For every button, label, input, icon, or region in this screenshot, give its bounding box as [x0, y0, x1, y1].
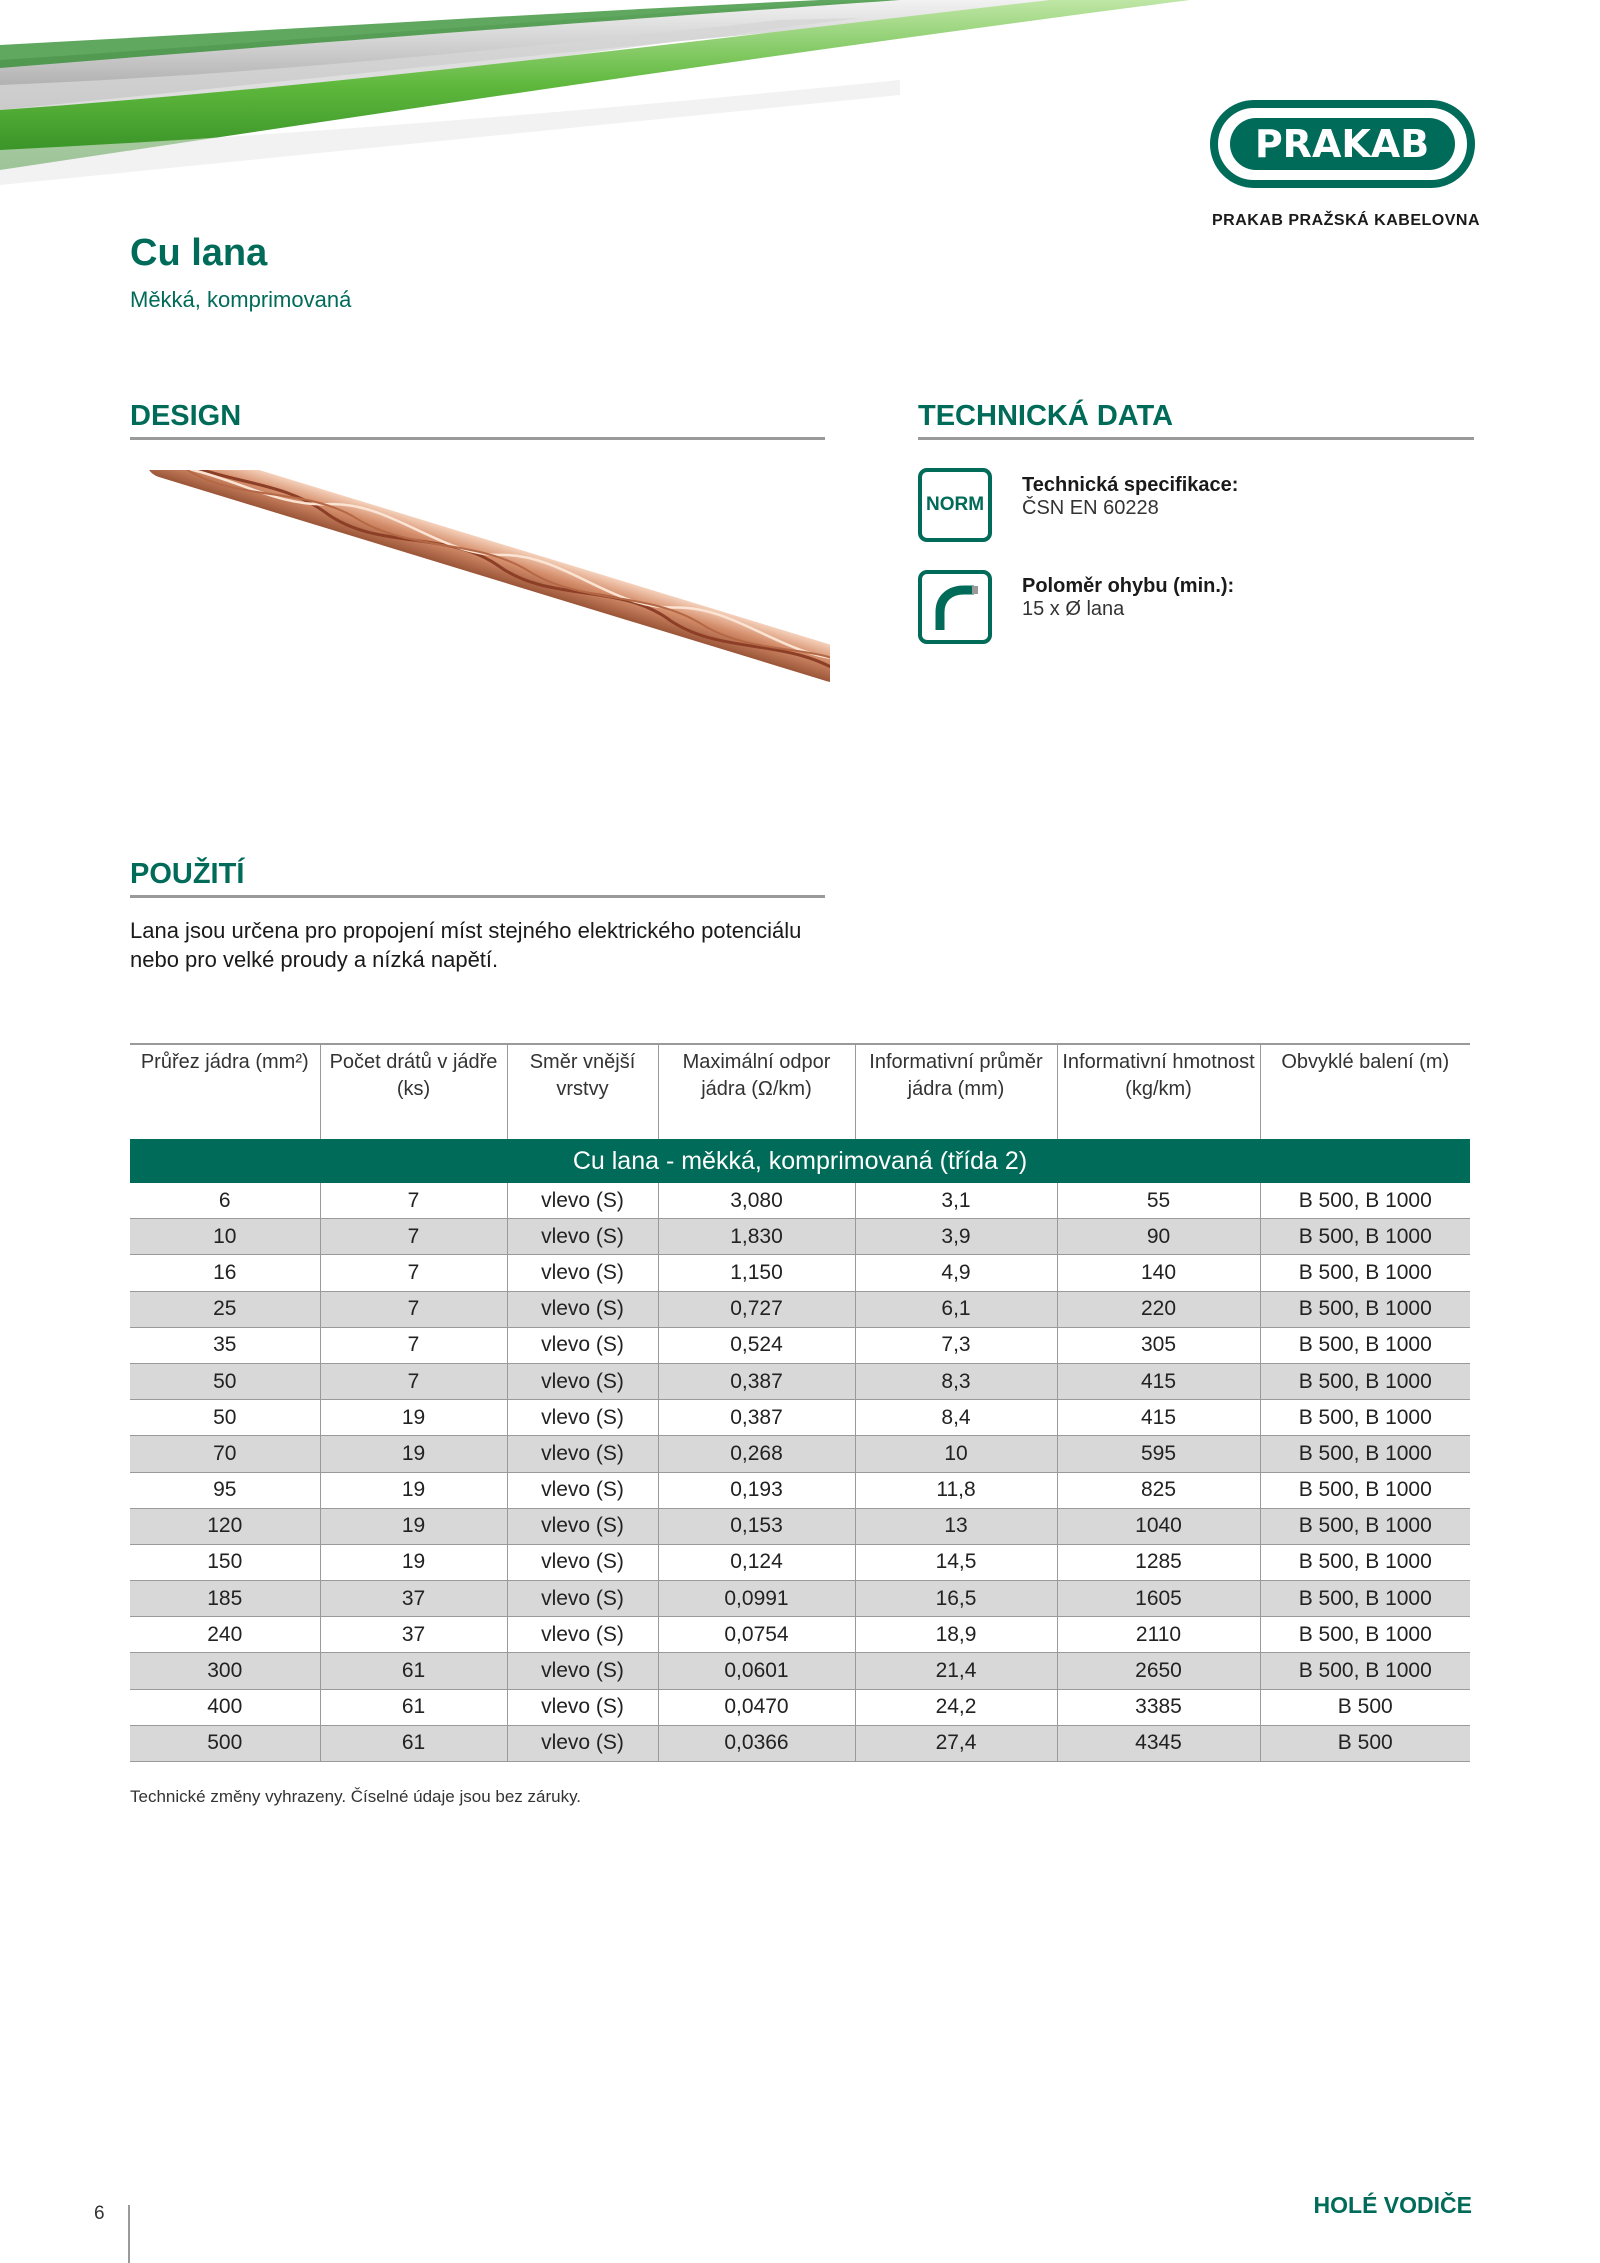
cell-cross-section: 35 — [130, 1327, 320, 1363]
technical-data-heading: TECHNICKÁ DATA — [918, 400, 1474, 440]
table-row — [130, 1363, 1470, 1399]
cell-outer-direction: vlevo (S) — [507, 1617, 658, 1653]
cell-max-resistance: 1,830 — [658, 1219, 855, 1255]
table-row — [130, 1581, 1470, 1617]
bend-radius-value: 15 x Ø lana — [1022, 598, 1125, 620]
cell-max-resistance: 0,0601 — [658, 1653, 855, 1689]
cell-wire-count: 19 — [320, 1436, 507, 1472]
cell-outer-direction: vlevo (S) — [507, 1291, 658, 1327]
prakab-logo — [1210, 100, 1475, 188]
header-packaging: Obvyklé balení (m) — [1260, 1044, 1470, 1139]
cell-cross-section: 25 — [130, 1291, 320, 1327]
cell-packaging: B 500, B 1000 — [1260, 1581, 1470, 1617]
cell-weight: 595 — [1057, 1436, 1260, 1472]
table-row — [130, 1508, 1470, 1544]
cell-diameter: 7,3 — [855, 1327, 1057, 1363]
cell-packaging: B 500, B 1000 — [1260, 1219, 1470, 1255]
table-row — [130, 1400, 1470, 1436]
cell-cross-section: 185 — [130, 1581, 320, 1617]
cell-max-resistance: 0,124 — [658, 1544, 855, 1580]
cell-cross-section: 50 — [130, 1400, 320, 1436]
cell-wire-count: 7 — [320, 1327, 507, 1363]
cell-wire-count: 7 — [320, 1219, 507, 1255]
cell-cross-section: 120 — [130, 1508, 320, 1544]
cell-cross-section: 50 — [130, 1363, 320, 1399]
cell-diameter: 11,8 — [855, 1472, 1057, 1508]
cell-outer-direction: vlevo (S) — [507, 1255, 658, 1291]
cell-weight: 140 — [1057, 1255, 1260, 1291]
cell-weight: 1040 — [1057, 1508, 1260, 1544]
cell-packaging: B 500, B 1000 — [1260, 1617, 1470, 1653]
header-wire-count: Počet drátů v jádře (ks) — [320, 1044, 507, 1139]
cell-diameter: 8,4 — [855, 1400, 1057, 1436]
cell-max-resistance: 3,080 — [658, 1183, 855, 1219]
cell-weight: 2650 — [1057, 1653, 1260, 1689]
page-subtitle: Měkká, komprimovaná — [130, 287, 352, 312]
cell-weight: 3385 — [1057, 1689, 1260, 1725]
cell-wire-count: 7 — [320, 1291, 507, 1327]
spec-value: ČSN EN 60228 — [1022, 497, 1159, 519]
cell-diameter: 8,3 — [855, 1363, 1057, 1399]
cell-outer-direction: vlevo (S) — [507, 1581, 658, 1617]
cell-packaging: B 500, B 1000 — [1260, 1291, 1470, 1327]
table-row — [130, 1725, 1470, 1761]
cell-max-resistance: 0,0991 — [658, 1581, 855, 1617]
cell-diameter: 6,1 — [855, 1291, 1057, 1327]
footnote: Technické změny vyhrazeny. Číselné údaje jsou bez záruky. — [130, 1787, 582, 1806]
cell-cross-section: 70 — [130, 1436, 320, 1472]
cell-max-resistance: 0,387 — [658, 1363, 855, 1399]
table-row — [130, 1544, 1470, 1580]
cell-outer-direction: vlevo (S) — [507, 1544, 658, 1580]
norm-icon: NORM — [918, 468, 992, 542]
cell-cross-section: 240 — [130, 1617, 320, 1653]
cell-weight: 415 — [1057, 1400, 1260, 1436]
cell-wire-count: 61 — [320, 1725, 507, 1761]
cell-packaging: B 500, B 1000 — [1260, 1472, 1470, 1508]
cell-diameter: 13 — [855, 1508, 1057, 1544]
cell-packaging: B 500, B 1000 — [1260, 1400, 1470, 1436]
cell-outer-direction: vlevo (S) — [507, 1689, 658, 1725]
cell-packaging: B 500 — [1260, 1689, 1470, 1725]
cell-weight: 1285 — [1057, 1544, 1260, 1580]
cell-cross-section: 300 — [130, 1653, 320, 1689]
table-row — [130, 1617, 1470, 1653]
cell-packaging: B 500, B 1000 — [1260, 1363, 1470, 1399]
cell-weight: 415 — [1057, 1363, 1260, 1399]
cell-packaging: B 500, B 1000 — [1260, 1183, 1470, 1219]
cell-weight: 4345 — [1057, 1725, 1260, 1761]
table-row — [130, 1653, 1470, 1689]
cell-weight: 825 — [1057, 1472, 1260, 1508]
table-row — [130, 1689, 1470, 1725]
cell-wire-count: 61 — [320, 1653, 507, 1689]
cell-weight: 2110 — [1057, 1617, 1260, 1653]
cell-max-resistance: 0,0754 — [658, 1617, 855, 1653]
cell-diameter: 21,4 — [855, 1653, 1057, 1689]
cell-packaging: B 500, B 1000 — [1260, 1653, 1470, 1689]
cell-wire-count: 19 — [320, 1472, 507, 1508]
cell-weight: 220 — [1057, 1291, 1260, 1327]
cell-outer-direction: vlevo (S) — [507, 1219, 658, 1255]
header-outer-direction: Směr vnější vrstvy — [507, 1044, 658, 1139]
cell-packaging: B 500, B 1000 — [1260, 1436, 1470, 1472]
spec-label: Technická specifikace: — [1022, 474, 1239, 496]
cell-max-resistance: 1,150 — [658, 1255, 855, 1291]
cell-diameter: 18,9 — [855, 1617, 1057, 1653]
bend-radius-icon — [918, 570, 992, 644]
cell-cross-section: 500 — [130, 1725, 320, 1761]
cell-wire-count: 19 — [320, 1508, 507, 1544]
cell-wire-count: 7 — [320, 1255, 507, 1291]
cell-max-resistance: 0,727 — [658, 1291, 855, 1327]
usage-heading: POUŽITÍ — [130, 858, 825, 898]
cell-weight: 90 — [1057, 1219, 1260, 1255]
cable-data-table — [130, 1043, 1470, 1762]
cell-diameter: 10 — [855, 1436, 1057, 1472]
cell-max-resistance: 0,268 — [658, 1436, 855, 1472]
table-group-row — [130, 1139, 1470, 1183]
cell-packaging: B 500, B 1000 — [1260, 1508, 1470, 1544]
cell-wire-count: 7 — [320, 1183, 507, 1219]
cell-outer-direction: vlevo (S) — [507, 1653, 658, 1689]
cell-wire-count: 37 — [320, 1617, 507, 1653]
cell-outer-direction: vlevo (S) — [507, 1327, 658, 1363]
header-weight: Informativní hmotnost (kg/km) — [1057, 1044, 1260, 1139]
cell-wire-count: 61 — [320, 1689, 507, 1725]
cell-cross-section: 10 — [130, 1219, 320, 1255]
cell-wire-count: 19 — [320, 1400, 507, 1436]
table-row — [130, 1219, 1470, 1255]
cell-outer-direction: vlevo (S) — [507, 1725, 658, 1761]
logo-text: PRAKAB — [1254, 122, 1430, 166]
cell-packaging: B 500 — [1260, 1725, 1470, 1761]
cell-diameter: 27,4 — [855, 1725, 1057, 1761]
cell-diameter: 16,5 — [855, 1581, 1057, 1617]
cell-cross-section: 150 — [130, 1544, 320, 1580]
page-number-divider — [128, 2205, 130, 2263]
cell-max-resistance: 0,524 — [658, 1327, 855, 1363]
cell-wire-count: 37 — [320, 1581, 507, 1617]
cell-outer-direction: vlevo (S) — [507, 1400, 658, 1436]
cell-cross-section: 6 — [130, 1183, 320, 1219]
cell-max-resistance: 0,387 — [658, 1400, 855, 1436]
bend-radius-label: Poloměr ohybu (min.): — [1022, 575, 1235, 597]
cell-max-resistance: 0,0470 — [658, 1689, 855, 1725]
header-max-resistance: Maximální odpor jádra (Ω/km) — [658, 1044, 855, 1139]
table-row — [130, 1291, 1470, 1327]
cell-wire-count: 7 — [320, 1363, 507, 1399]
table-group-title: Cu lana - měkká, komprimovaná (třída 2) — [130, 1139, 1470, 1183]
cell-weight: 55 — [1057, 1183, 1260, 1219]
cell-max-resistance: 0,0366 — [658, 1725, 855, 1761]
header-diameter: Informativní průměr jádra (mm) — [855, 1044, 1057, 1139]
page-number: 6 — [94, 2203, 105, 2224]
table-row — [130, 1436, 1470, 1472]
cell-packaging: B 500, B 1000 — [1260, 1255, 1470, 1291]
cell-diameter: 3,9 — [855, 1219, 1057, 1255]
cell-packaging: B 500, B 1000 — [1260, 1327, 1470, 1363]
cell-outer-direction: vlevo (S) — [507, 1363, 658, 1399]
cell-max-resistance: 0,153 — [658, 1508, 855, 1544]
cell-weight: 1605 — [1057, 1581, 1260, 1617]
cell-outer-direction: vlevo (S) — [507, 1436, 658, 1472]
section-footer-label: HOLÉ VODIČE — [1313, 2192, 1472, 2218]
design-heading: DESIGN — [130, 400, 825, 440]
copper-cable-image — [130, 470, 830, 720]
table-row — [130, 1327, 1470, 1363]
usage-text: Lana jsou určena pro propojení míst stejného elektrického potenciálu nebo pro velké proudy a nízká napětí. — [130, 918, 802, 972]
cell-outer-direction: vlevo (S) — [507, 1508, 658, 1544]
cell-diameter: 14,5 — [855, 1544, 1057, 1580]
cell-diameter: 3,1 — [855, 1183, 1057, 1219]
cell-cross-section: 16 — [130, 1255, 320, 1291]
table-row — [130, 1472, 1470, 1508]
cell-max-resistance: 0,193 — [658, 1472, 855, 1508]
cell-cross-section: 400 — [130, 1689, 320, 1725]
brand-tagline: PRAKAB PRAŽSKÁ KABELOVNA — [1211, 212, 1480, 229]
page-title: Cu lana — [130, 232, 268, 274]
cell-wire-count: 19 — [320, 1544, 507, 1580]
cell-weight: 305 — [1057, 1327, 1260, 1363]
table-header-row — [130, 1044, 1470, 1139]
cell-cross-section: 95 — [130, 1472, 320, 1508]
header-cross-section: Průřez jádra (mm²) — [130, 1044, 320, 1139]
cell-outer-direction: vlevo (S) — [507, 1472, 658, 1508]
table-row — [130, 1255, 1470, 1291]
cell-diameter: 24,2 — [855, 1689, 1057, 1725]
cell-diameter: 4,9 — [855, 1255, 1057, 1291]
cell-outer-direction: vlevo (S) — [507, 1183, 658, 1219]
table-row — [130, 1183, 1470, 1219]
cell-packaging: B 500, B 1000 — [1260, 1544, 1470, 1580]
